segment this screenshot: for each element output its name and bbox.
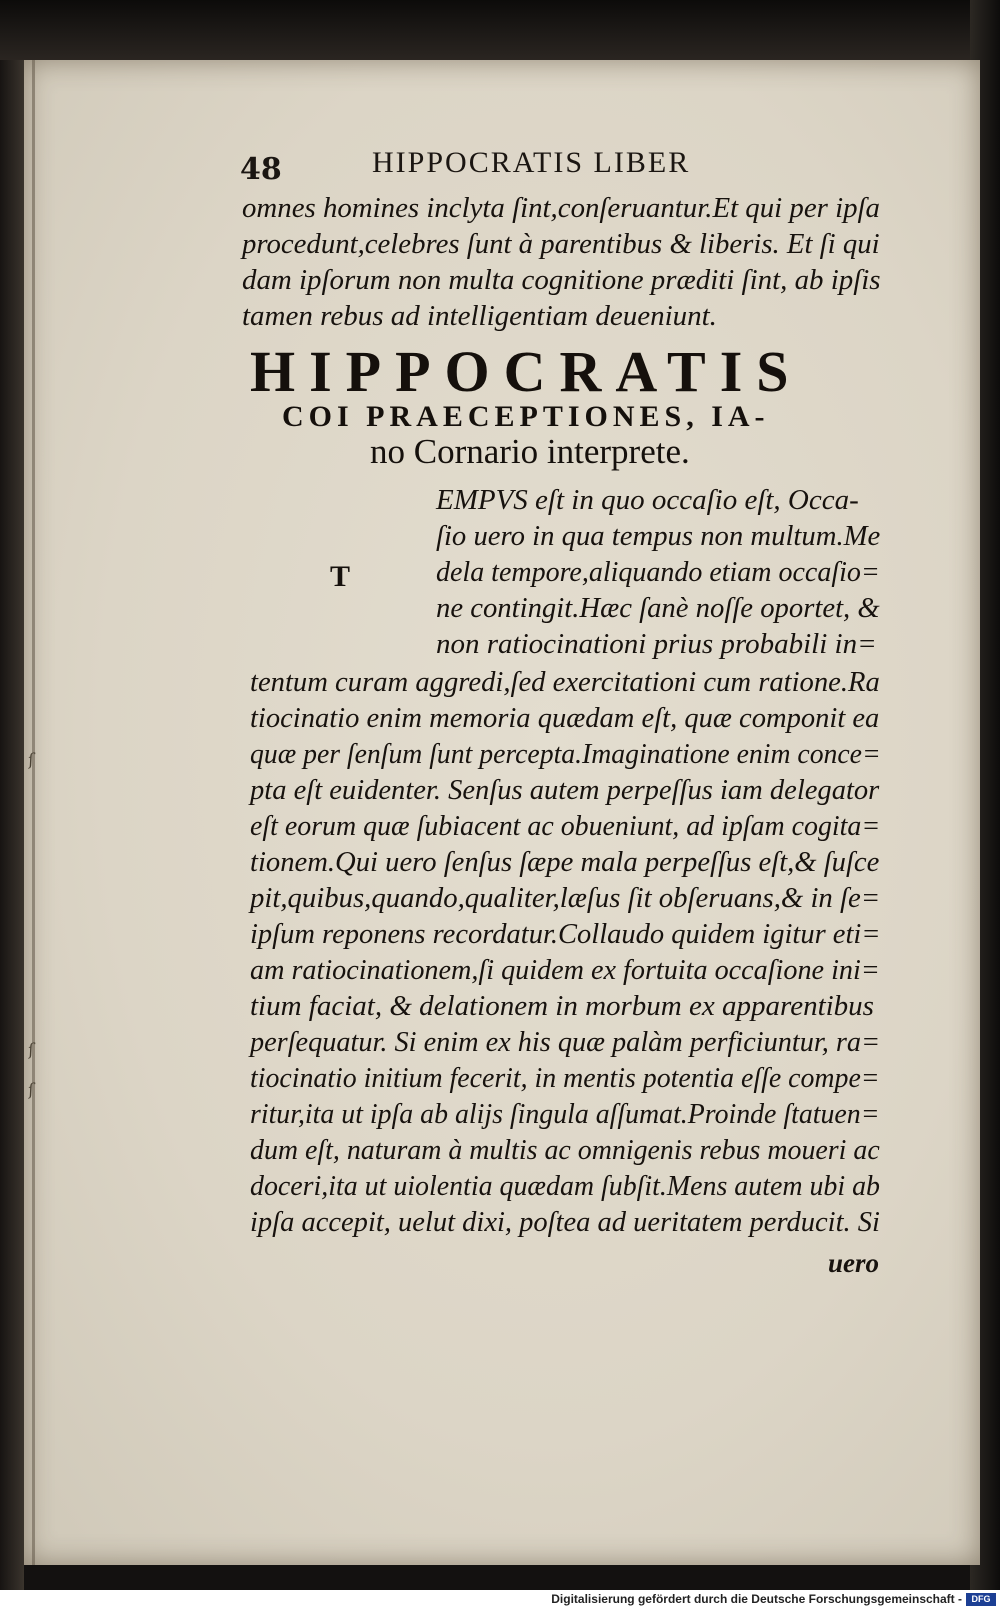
section-subtitle: COI PRAECEPTIONES, IA-	[282, 400, 770, 433]
text-line: omnes homines inclyta ſint,conſeruantur.Et qui per ipſa	[242, 192, 880, 224]
text-line: ſio uero in qua tempus non multum.Me	[436, 520, 881, 552]
running-head-title: HIPPOCRATIS LIBER	[372, 146, 691, 179]
text-line: tentum curam aggredi,ſed exercitationi cum ratione.Ra	[250, 666, 880, 698]
text-line: pta eſt euidenter. Senſus autem perpeſſus iam delegator	[250, 774, 880, 806]
digitization-footer	[0, 1590, 1000, 1610]
margin-annotation: ſ	[26, 1039, 36, 1060]
text-line: procedunt,celebres ſunt à parentibus & liberis. Et ſi qui	[242, 228, 880, 260]
running-head	[240, 140, 860, 190]
text-line: pit,quibus,quando,qualiter,læſus ſit obſeruans,& in ſe=	[250, 882, 881, 914]
margin-annotation: ſ	[26, 1079, 36, 1100]
text-line: quæ per ſenſum ſunt percepta.Imaginatione enim conce=	[250, 738, 881, 770]
dfg-logo-icon: DFG	[966, 1593, 996, 1606]
text-line: non ratiocinationi prius probabili in=	[436, 628, 877, 660]
text-line: ne contingit.Hæc ſanè noſſe oportet, &	[436, 592, 880, 624]
margin-annotation: ſ	[26, 749, 36, 770]
text-line: perſequatur. Si enim ex his quæ palàm perficiuntur, ra=	[250, 1026, 881, 1058]
section-subtitle-translator: no Cornario interprete.	[370, 432, 690, 471]
text-line: ritur,ita ut ipſa ab alijs ſingula aſſumat.Proinde ſtatuen=	[250, 1098, 880, 1130]
scan-background-top	[0, 0, 1000, 60]
text-line: ipſa accepit, uelut dixi, poſtea ad ueritatem perducit. Si	[250, 1206, 880, 1238]
section-title: HIPPOCRATIS	[250, 339, 803, 404]
funding-credit: Digitalisierung gefördert durch die Deutsche Forschungsgemeinschaft -	[551, 1592, 962, 1606]
text-line: tiocinatio enim memoria quædam eſt, quæ componit ea	[250, 702, 880, 734]
text-line: tium faciat, & delationem in morbum ex apparentibus	[250, 990, 874, 1022]
text-line: tamen rebus ad intelligentiam deueniunt.	[242, 300, 717, 332]
text-line: tiocinatio initium fecerit, in mentis potentia eſſe compe=	[250, 1062, 880, 1094]
text-line: dum eſt, naturam à multis ac omnigenis rebus moueri ac	[250, 1134, 880, 1166]
text-line: dam ipſorum non multa cognitione præditi ſint, ab ipſis	[242, 264, 881, 296]
catchword: uero	[828, 1248, 880, 1278]
text-line: dela tempore,aliquando etiam occaſio=	[436, 556, 880, 588]
drop-initial: T	[330, 560, 351, 593]
page-edge-line	[32, 60, 35, 1565]
text-line: tionem.Qui uero ſenſus ſæpe mala perpeſſus eſt,& ſuſce	[250, 846, 880, 878]
text-line: eſt eorum quæ ſubiacent ac obueniunt, ad ipſam cogita=	[250, 810, 881, 842]
book-binding-edge	[0, 60, 24, 1590]
text-line: doceri,ita ut uiolentia quædam ſubſit.Mens autem ubi ab	[250, 1170, 880, 1202]
page-number: 48	[240, 152, 282, 187]
text-line: EMPVS eſt in quo occaſio eſt, Occa-	[436, 484, 859, 516]
text-line: ipſum reponens recordatur.Collaudo quidem igitur eti=	[250, 918, 881, 950]
text-line: am ratiocinationem,ſi quidem ex fortuita occaſione ini=	[250, 954, 880, 986]
